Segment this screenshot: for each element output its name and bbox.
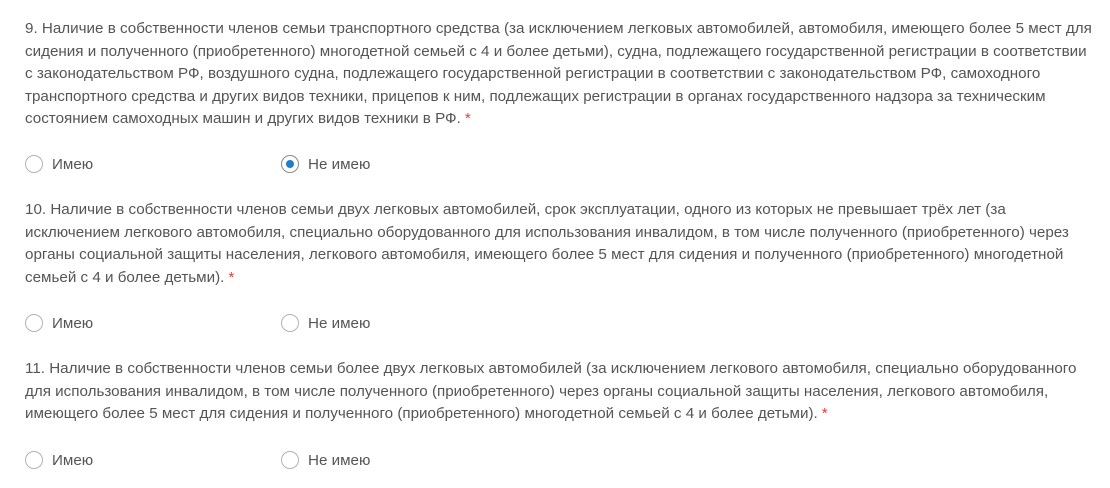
- option-label: Не имею: [308, 314, 371, 332]
- required-asterisk: *: [821, 405, 828, 422]
- question-11-option-have[interactable]: [25, 451, 93, 469]
- question-9: [25, 18, 1095, 173]
- option-label: Имею: [52, 155, 94, 173]
- question-10-label: 10. Наличие в собственности членов семьи двух легковых автомобилей, срок эксплуатации, одного из которых не превышает трёх лет (за исключением легкового автомобиля, специально оборудованного для использования инвалидом, в том числе полученного (приобретенного) через органы социальной защиты населения, легкового автомобиля, имеющего более 5 мест для сидения и полученного (приобретенного) многодетной семьей с 4 и более детьми).: [25, 201, 1069, 286]
- option-label: Не имею: [308, 155, 371, 173]
- radio-button[interactable]: [25, 451, 43, 469]
- question-9-text: [25, 18, 1095, 131]
- question-9-options: [25, 155, 1095, 179]
- required-asterisk: *: [464, 110, 471, 127]
- radio-button[interactable]: [25, 155, 43, 173]
- option-label: Имею: [52, 314, 94, 332]
- question-11-text: [25, 358, 1095, 426]
- question-9-option-have[interactable]: [25, 155, 93, 173]
- radio-button[interactable]: [281, 314, 299, 332]
- question-10-option-have[interactable]: [25, 314, 93, 332]
- option-label: Имею: [52, 451, 94, 469]
- radio-button[interactable]: [25, 314, 43, 332]
- question-9-label: 9. Наличие в собственности членов семьи транспортного средства (за исключением легковых автомобилей, автомобиля, имеющего более 5 мест для сидения и полученного (приобретенного) многодетной семьей с 4 и более детьми), судна, подлежащего государственной регистрации в соответствии с законодательством РФ, воздушного судна, подлежащего государственной регистрации в соответствии с законодательством РФ, самоходного транспортного средства и других видов техники, прицепов к ним, подлежащих регистрации в органах государственного надзора за техническим состоянием самоходных машин и других видов техники в РФ.: [25, 20, 1092, 127]
- question-11-options: [25, 451, 1095, 475]
- question-9-option-not-have[interactable]: [281, 155, 370, 173]
- question-10-option-not-have[interactable]: [281, 314, 370, 332]
- question-10-options: [25, 314, 1095, 338]
- question-11: [25, 358, 1095, 469]
- question-10: [25, 199, 1095, 332]
- radio-button[interactable]: [281, 451, 299, 469]
- required-asterisk: *: [228, 268, 235, 286]
- option-label: Не имею: [308, 451, 371, 469]
- question-11-option-not-have[interactable]: [281, 451, 370, 469]
- question-11-label: 11. Наличие в собственности членов семьи более двух легковых автомобилей (за исключением легкового автомобиля, специально оборудованного для использования инвалидом, в том числе полученного (приобретенного) через органы социальной защиты населения, легкового автомобиля, имеющего более 5 мест для сидения и полученного (приобретенного) многодетной семьей с 4 и более детьми).: [25, 360, 1077, 422]
- question-10-text: [25, 199, 1095, 289]
- radio-button[interactable]: [281, 155, 299, 173]
